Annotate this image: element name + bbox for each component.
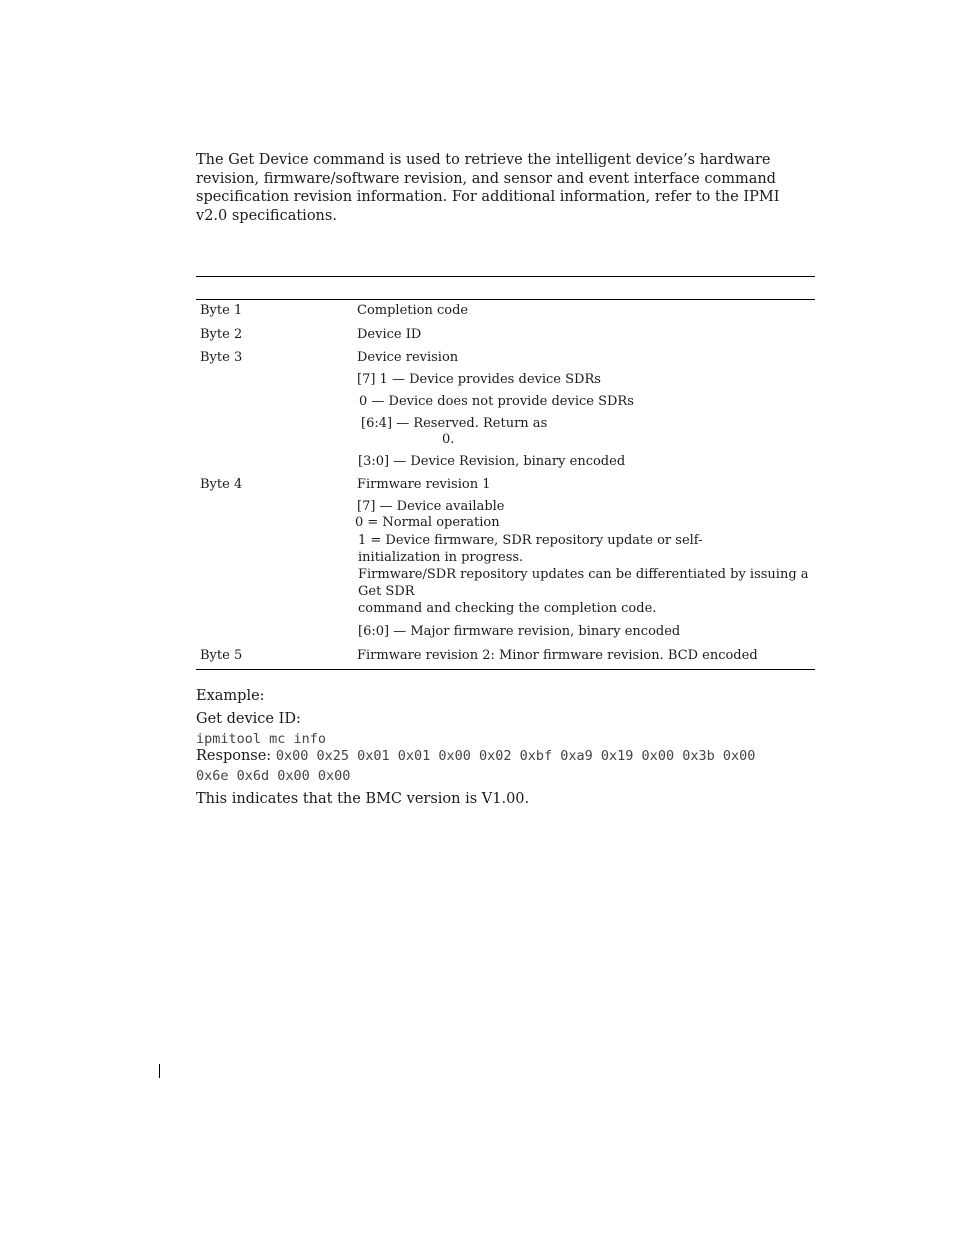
bit-detail: 0 — Device does not provide device SDRs <box>359 394 634 409</box>
byte-description: Device ID <box>357 327 422 342</box>
get-device-label: Get device ID: <box>196 711 301 727</box>
bit-detail: command and checking the completion code. <box>358 601 657 616</box>
bit-detail: [3:0] — Device Revision, binary encoded <box>358 454 626 469</box>
byte-label: Byte 3 <box>200 350 243 365</box>
bit-detail: 0 = Normal operation <box>355 515 500 530</box>
response-line <box>196 747 755 765</box>
change-bar <box>159 1064 160 1078</box>
bit-detail: [7] 1 — Device provides device SDRs <box>357 372 601 387</box>
bit-detail: Firmware/SDR repository updates can be differentiated by issuing a Get SDR <box>358 567 809 599</box>
byte-description: Firmware revision 1 <box>357 477 491 492</box>
byte-label: Byte 4 <box>200 477 243 492</box>
response-bytes-continued: 0x6e 0x6d 0x00 0x00 <box>196 768 351 784</box>
byte-label: Byte 2 <box>200 327 243 342</box>
byte-description: Firmware revision 2: Minor firmware revision. BCD encoded <box>357 648 758 663</box>
bit-detail: 0. <box>442 432 455 447</box>
table-header-rule <box>196 299 815 300</box>
response-bytes: 0x00 0x25 0x01 0x01 0x00 0x02 0xbf 0xa9 0x19 0x00 0x3b 0x00 <box>275 748 756 764</box>
table-bottom-rule <box>196 669 815 670</box>
bit-detail: [7] — Device available <box>357 499 505 514</box>
conclusion-text: This indicates that the BMC version is V1.00. <box>196 791 530 807</box>
command-text: ipmitool mc info <box>196 731 327 747</box>
byte-label: Byte 5 <box>200 648 243 663</box>
table-top-rule <box>196 276 815 277</box>
byte-description: Completion code <box>357 303 469 318</box>
bit-detail: 1 = Device firmware, SDR repository update or self-initialization in progress. <box>358 533 703 565</box>
bit-detail: [6:0] — Major firmware revision, binary encoded <box>358 624 681 639</box>
response-label: Response: <box>196 748 272 764</box>
example-label: Example: <box>196 688 265 704</box>
intro-paragraph: The Get Device command is used to retrieve the intelligent device’s hardware revision, firmware/software revision, and sensor and event interface command specification revision information. For additional information, refer to the IPMI v2.0 specifications. <box>196 152 780 224</box>
byte-description: Device revision <box>357 350 459 365</box>
byte-label: Byte 1 <box>200 303 243 318</box>
bit-detail: [6:4] — Reserved. Return as <box>361 416 548 431</box>
